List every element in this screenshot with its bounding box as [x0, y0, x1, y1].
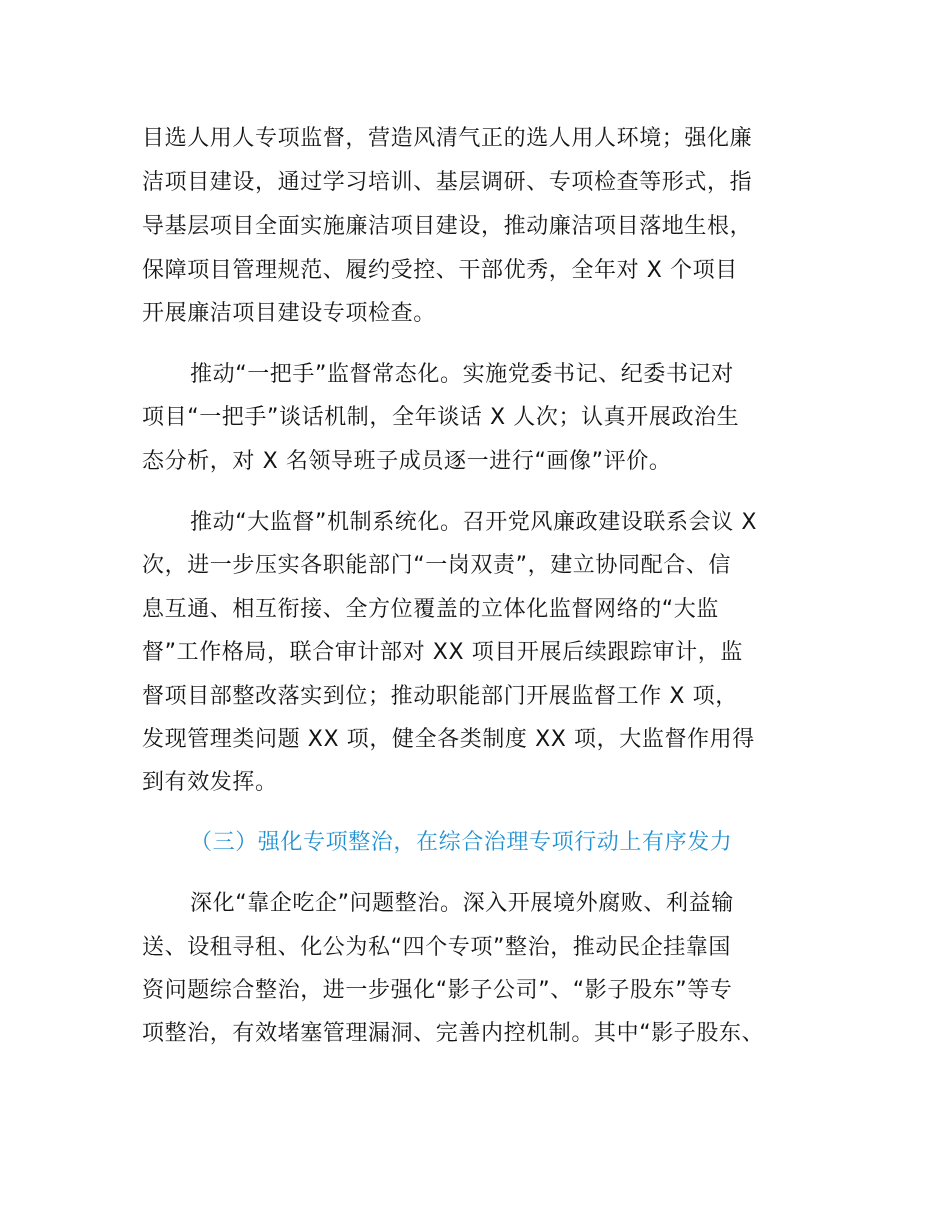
section-heading: （三）强化专项整治，在综合治理专项行动上有序发力 — [190, 830, 733, 855]
paragraph-line: 深化“靠企吃企”问题整治。深入开展境外腐败、利益输 — [190, 891, 734, 916]
paragraph-line: 推动“大监督”机制系统化。召开党风廉政建设联系会议 X — [190, 510, 758, 535]
paragraph-line: 息互通、相互衔接、全方位覆盖的立体化监督网络的“大监 — [142, 597, 719, 622]
paragraph-line: 态分析，对 X 名领导班子成员逐一进行“画像”评价。 — [142, 449, 672, 474]
paragraph-line: 次，进一步压实各职能部门“一岗双责”，建立协同配合、信 — [142, 553, 731, 578]
paragraph-line: 督项目部整改落实到位；推动职能部门开展监督工作 X 项， — [142, 684, 738, 709]
paragraph-line: 送、设租寻租、化公为私“四个专项”整治，推动民企挂靠国 — [142, 935, 731, 960]
paragraph-line: 目选人用人专项监督，营造风清气正的选人用人环境；强化廉 — [142, 126, 753, 151]
paragraph-line: 保障项目管理规范、履约受控、干部优秀，全年对 X 个项目 — [142, 258, 738, 283]
paragraph-line: 到有效发挥。 — [142, 770, 278, 795]
paragraph-line: 项整治，有效堵塞管理漏洞、完善内控机制。其中“影子股东、 — [142, 1021, 765, 1046]
paragraph-line: 督”工作格局，联合审计部对 XX 项目开展后续跟踪审计，监 — [142, 640, 743, 665]
paragraph-line: 洁项目建设，通过学习培训、基层调研、专项检查等形式，指 — [142, 170, 753, 195]
paragraph-line: 资问题综合整治，进一步强化“影子公司”、“影子股东”等专 — [142, 978, 733, 1003]
paragraph-line: 项目“一把手”谈话机制，全年谈话 X 人次；认真开展政治生 — [142, 405, 740, 430]
paragraph-line: 开展廉洁项目建设专项检查。 — [142, 301, 436, 326]
paragraph-line: 发现管理类问题 XX 项，健全各类制度 XX 项，大监督作用得 — [142, 727, 755, 752]
paragraph-line: 推动“一把手”监督常态化。实施党委书记、纪委书记对 — [190, 362, 734, 387]
paragraph-line: 导基层项目全面实施廉洁项目建设，推动廉洁项目落地生根， — [142, 214, 753, 239]
